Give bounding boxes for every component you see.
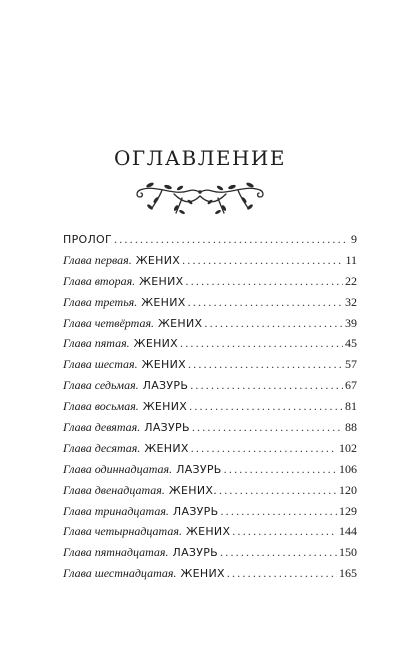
dot-leader <box>114 232 349 247</box>
chapter-title: ЖЕНИХ <box>158 316 203 330</box>
toc-row-chapter[interactable] <box>63 545 357 566</box>
dot-leader <box>190 378 343 393</box>
chapter-title: ЖЕНИХ <box>135 253 181 267</box>
chapter-label: Глава первая. <box>63 252 132 267</box>
toc-row-chapter[interactable] <box>63 274 357 295</box>
chapter-title: ЛАЗУРЬ <box>144 421 190 435</box>
chapter-label: Глава третья. <box>63 294 138 309</box>
toc-row-chapter[interactable] <box>63 441 357 462</box>
chapter-label: Глава седьмая. <box>63 378 139 393</box>
chapter-list <box>63 253 357 587</box>
page-number: 129 <box>339 503 357 518</box>
chapter-label: Глава тринадцатая. <box>63 503 169 518</box>
toc-row-chapter[interactable] <box>63 483 357 504</box>
dot-leader <box>192 420 343 435</box>
dot-leader <box>180 336 343 351</box>
page-number: 150 <box>339 545 357 560</box>
dot-leader <box>227 566 337 581</box>
toc-row-chapter[interactable] <box>63 420 357 441</box>
toc-row-chapter[interactable] <box>63 316 357 337</box>
chapter-label: Глава пятнадцатая. <box>63 545 169 560</box>
chapter-label: Глава шестая. <box>63 357 138 372</box>
page-number: 67 <box>345 378 357 393</box>
page-number: 57 <box>345 357 357 372</box>
chapter-title: ЖЕНИХ. <box>168 483 217 497</box>
toc-row-chapter[interactable] <box>63 462 357 483</box>
page-number: 32 <box>345 294 357 309</box>
chapter-title: ЛАЗУРЬ <box>172 546 219 560</box>
page-number: 39 <box>345 315 357 330</box>
dot-leader <box>188 295 343 310</box>
chapter-title: ЖЕНИХ <box>185 525 231 539</box>
page-number: 11 <box>345 252 357 267</box>
toc-row-chapter[interactable] <box>63 336 357 357</box>
toc-row-prologue[interactable] <box>63 232 357 253</box>
dot-leader <box>186 274 344 289</box>
page-number: 144 <box>339 524 357 539</box>
dot-leader <box>220 545 337 560</box>
chapter-label: Глава пятая. <box>63 336 130 351</box>
page-number: 81 <box>345 399 357 414</box>
twig-vine-divider-icon <box>134 180 266 218</box>
dot-leader <box>191 441 337 456</box>
chapter-label: Глава двенадцатая. <box>63 482 165 497</box>
page-number: 102 <box>339 440 357 455</box>
chapter-label: Глава одиннадцатая. <box>63 461 173 476</box>
page-title: ОГЛАВЛЕНИЕ <box>114 146 286 170</box>
chapter-label: Глава девятая. <box>63 420 141 435</box>
dot-leader <box>220 504 337 519</box>
page-number: 106 <box>339 461 357 476</box>
page-number: 120 <box>339 482 357 497</box>
toc-row-chapter[interactable] <box>63 504 357 525</box>
chapter-label: Глава четвёртая. <box>63 315 155 330</box>
toc-row-chapter[interactable] <box>63 524 357 545</box>
chapter-title: ЖЕНИХ <box>139 274 184 288</box>
page-number: 22 <box>345 273 357 288</box>
chapter-title: ЛАЗУРЬ <box>176 462 222 476</box>
dot-leader <box>219 483 337 498</box>
chapter-title: ЛАЗУРЬ <box>172 504 219 518</box>
toc-row-chapter[interactable] <box>63 566 357 587</box>
toc-row-chapter[interactable] <box>63 378 357 399</box>
toc-row-chapter[interactable] <box>63 295 357 316</box>
page-number: 165 <box>339 566 357 581</box>
dot-leader <box>224 462 337 477</box>
toc-row-chapter[interactable] <box>63 253 357 274</box>
chapter-title: ЖЕНИХ <box>133 337 179 351</box>
chapter-title: ЖЕНИХ <box>180 567 225 581</box>
chapter-label: Глава четырнадцатая. <box>63 524 182 539</box>
chapter-title: ЖЕНИХ <box>141 295 186 309</box>
dot-leader <box>182 253 343 268</box>
dot-leader <box>204 316 343 331</box>
table-of-contents <box>63 232 357 587</box>
chapter-title: ЛАЗУРЬ <box>142 379 189 393</box>
dot-leader <box>188 357 343 372</box>
dot-leader <box>189 399 343 414</box>
chapter-label: Глава шестнадцатая. <box>63 566 177 581</box>
chapter-label: Глава десятая. <box>63 440 141 455</box>
chapter-label: Глава восьмая. <box>63 399 139 414</box>
page-number: 9 <box>351 232 357 246</box>
prologue-title: ПРОЛОГ <box>63 233 113 246</box>
page-number: 88 <box>345 420 357 435</box>
toc-row-chapter[interactable] <box>63 399 357 420</box>
chapter-title: ЖЕНИХ <box>144 441 189 455</box>
page-number: 45 <box>345 336 357 351</box>
dot-leader <box>232 524 337 539</box>
chapter-title: ЖЕНИХ <box>142 400 188 414</box>
toc-row-chapter[interactable] <box>63 357 357 378</box>
chapter-label: Глава вторая. <box>63 273 136 288</box>
chapter-title: ЖЕНИХ <box>141 358 186 372</box>
